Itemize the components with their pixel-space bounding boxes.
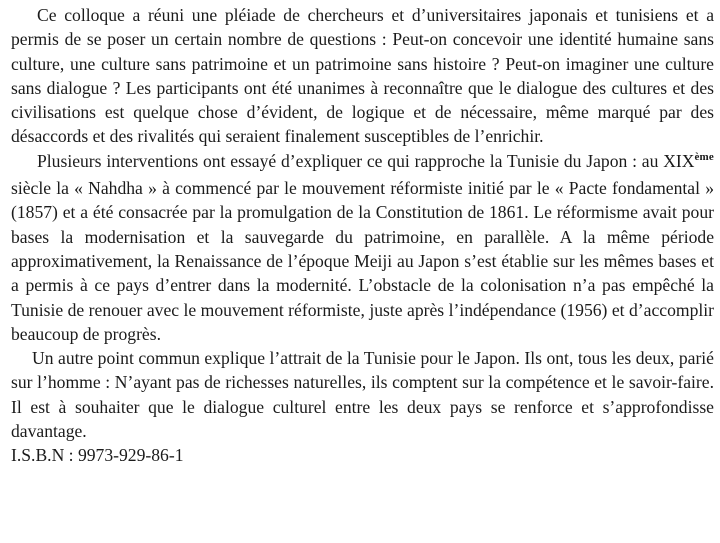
isbn-line: I.S.B.N : 9973-929-86-1 [11,445,184,466]
paragraph-tunisie-japon [11,149,714,346]
superscript-eme: ème [694,150,714,163]
paragraph-2-text-end: siècle la « Nahdha » à commencé par le mouvement réformiste initié par le « Pacte fondamental » (1857) et a été consacrée par la promulgation de la Constitution de 1861. Le réformisme avait pour bases la modernisation et la sauvegarde du patrimoine, en parallèle. A la même période approximativement, la Renaissance de l’époque Meiji au Japon s’est établie sur les mêmes bases et a permis à ce pays d’entrer dans la modernité. L’obstacle de la colonisation n’a pas empêché la Tunisie de renouer avec le mouvement réformiste, juste après l’indépendance (1956) et d’accomplir beaucoup de progrès. [11,178,714,344]
paragraph-2-text-start: Plusieurs interventions ont essayé d’expliquer ce qui rapproche la Tunisie du Japon : au XIX [37,150,695,171]
paragraph-point-commun: Un autre point commun explique l’attrait de la Tunisie pour le Japon. Ils ont, tous les deux, parié sur l’homme : N’ayant pas de richesses naturelles, ils comptent sur la compétence et le savoir-faire. Il est à souhaiter que le dialogue culturel entre les deux pays se renforce et s’approfondisse davantage. [11,348,714,442]
paragraph-colloque: Ce colloque a réuni une pléiade de chercheurs et d’universitaires japonais et tunisiens et a permis de se poser un certain nombre de questions : Peut-on concevoir une identité humaine sans culture, une culture sans patrimoine et un patrimoine sans histoire ? Peut-on imaginer une culture sans dialogue ? Les participants ont été unanimes à reconnaître que le dialogue des cultures et des civilisations est quelque chose d’évident, de logique et de nécessaire, même marqué par des désaccords et des rivalités qui seraient finalement susceptibles de l’enrichir. [11,5,714,147]
